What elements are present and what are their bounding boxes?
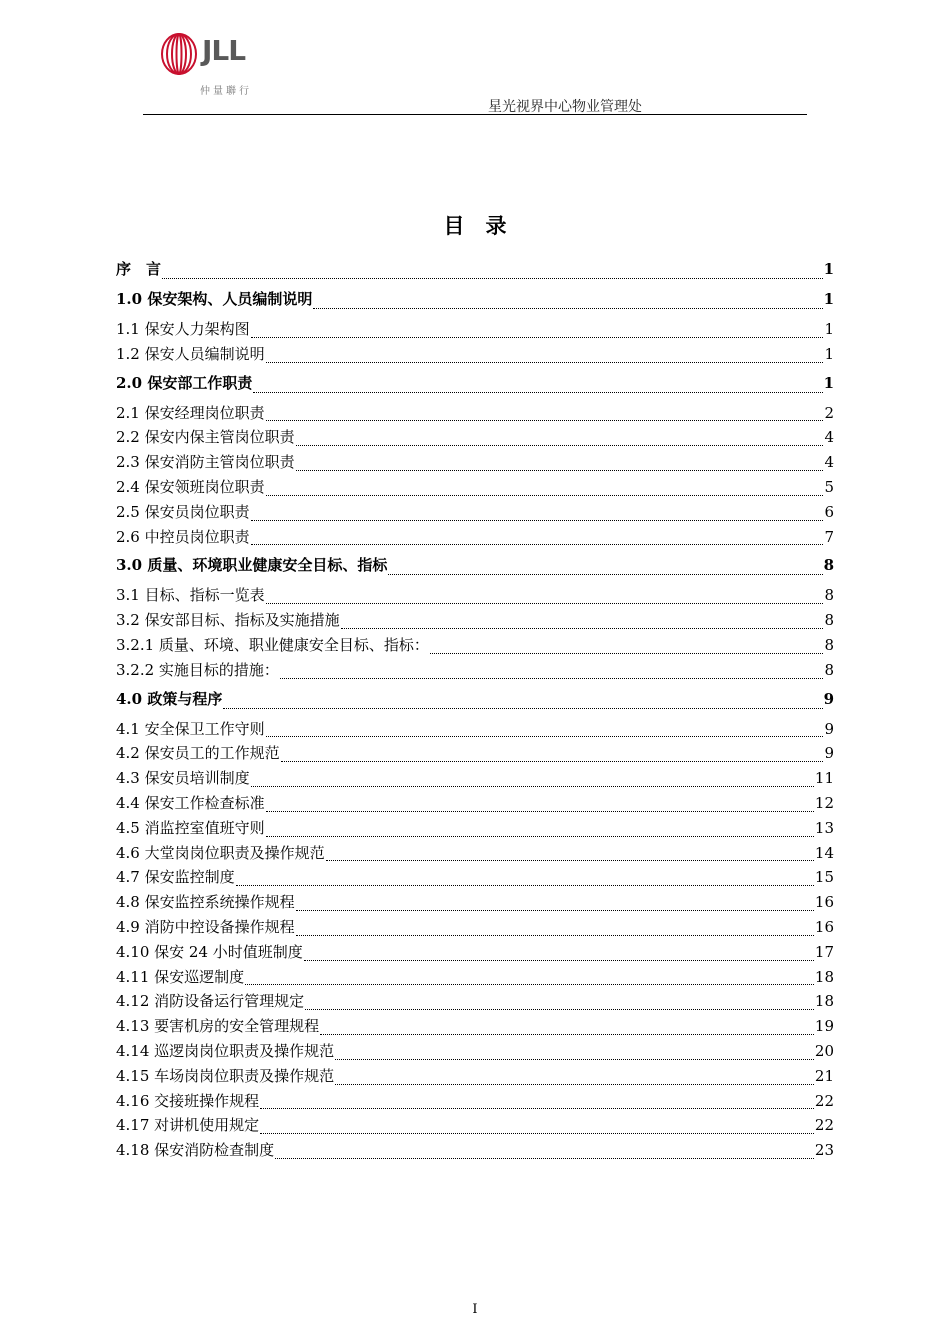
toc-dot-leader	[251, 786, 814, 787]
toc-entry-title: 4.1 安全保卫工作守则	[116, 719, 265, 738]
toc-entry[interactable]	[116, 343, 834, 368]
toc-entry[interactable]	[116, 634, 834, 659]
toc-dot-leader	[313, 308, 822, 309]
toc-entry-page: 8	[824, 611, 834, 630]
toc-entry-title: 4.13 要害机房的安全管理规程	[116, 1017, 320, 1036]
logo-subtitle: 仲量聯行	[200, 86, 252, 97]
toc-dot-leader	[251, 337, 824, 338]
toc-dot-leader	[266, 836, 814, 837]
toc-dot-leader	[296, 935, 814, 936]
toc-entry-title: 4.7 保安监控制度	[116, 868, 235, 887]
toc-entry-page: 18	[814, 967, 834, 986]
toc-entry-title: 4.6 大堂岗岗位职责及操作规范	[116, 843, 325, 862]
toc-entry-page: 1	[824, 320, 834, 338]
toc-dot-leader	[260, 1108, 814, 1109]
toc-entry-title: 4.10 保安 24 小时值班制度	[116, 942, 303, 961]
page-number: I	[472, 1302, 478, 1317]
toc-entry-title: 4.3 保安员培训制度	[116, 769, 250, 788]
toc-entry-title: 4.12 消防设备运行管理规定	[116, 992, 305, 1011]
toc-entry-page: 5	[824, 477, 834, 496]
header-divider	[143, 114, 807, 115]
toc-entry[interactable]	[116, 792, 834, 817]
toc-entry-page: 23	[814, 1141, 834, 1160]
toc-entry[interactable]	[116, 526, 834, 551]
toc-entry[interactable]	[116, 966, 834, 991]
toc-entry-page: 16	[814, 917, 834, 936]
toc-dot-leader	[430, 653, 824, 654]
toc-entry-title: 2.5 保安员岗位职责	[116, 502, 250, 521]
toc-dot-leader	[266, 495, 824, 496]
toc-entry[interactable]	[116, 688, 834, 714]
toc-dot-leader	[281, 761, 824, 762]
toc-entry[interactable]	[116, 609, 834, 634]
toc-entry-page: 14	[814, 843, 834, 862]
toc-entry-page: 22	[814, 1116, 834, 1135]
toc-dot-leader	[251, 544, 824, 545]
toc-entry-title: 2.3 保安消防主管岗位职责	[116, 453, 295, 472]
toc-entry-title: 1.1 保安人力架构图	[116, 320, 250, 338]
toc-dot-leader	[266, 811, 814, 812]
toc-entry-title: 3.2 保安部目标、指标及实施措施	[116, 611, 340, 630]
toc-entry-title: 4.5 消监控室值班守则	[116, 818, 265, 837]
toc-entry-page: 20	[814, 1041, 834, 1060]
toc-entry-page: 21	[814, 1066, 834, 1085]
toc-entry-page: 8	[824, 586, 834, 605]
toc-dot-leader	[296, 445, 824, 446]
toc-dot-leader	[253, 392, 822, 393]
toc-dot-leader	[304, 960, 814, 961]
toc-entry-title: 2.6 中控员岗位职责	[116, 527, 250, 546]
toc-dot-leader	[305, 1009, 814, 1010]
toc-dot-leader	[335, 1084, 814, 1085]
toc-entry-title: 4.16 交接班操作规程	[116, 1091, 260, 1110]
toc-entry-page: 17	[814, 942, 834, 961]
toc-entry[interactable]	[116, 1040, 834, 1065]
toc-entry[interactable]	[116, 288, 834, 314]
toc-entry[interactable]	[116, 842, 834, 867]
toc-entry-page: 15	[814, 868, 834, 887]
toc-dot-leader	[260, 1133, 814, 1134]
toc-entry-page: 8	[823, 556, 834, 575]
toc-dot-leader	[388, 574, 822, 575]
toc-entry-title: 1.2 保安人员编制说明	[116, 344, 265, 363]
toc-entry-page: 18	[814, 992, 834, 1011]
toc-entry-title: 4.15 车场岗岗位职责及操作规范	[116, 1066, 335, 1085]
toc-entry-page: 12	[814, 793, 834, 812]
toc-entry-page: 9	[823, 689, 834, 708]
toc-entry[interactable]	[116, 891, 834, 916]
toc-entry-page: 6	[824, 502, 834, 521]
toc-entry-page: 19	[814, 1017, 834, 1036]
toc-entry-title: 序 言	[116, 260, 162, 278]
toc-dot-leader	[320, 1034, 814, 1035]
toc-entry[interactable]	[116, 451, 834, 476]
toc-entry-title: 4.4 保安工作检查标准	[116, 793, 265, 812]
toc-dot-leader	[275, 1158, 814, 1159]
toc-entry-title: 3.1 目标、指标一览表	[116, 586, 265, 605]
toc-entry-page: 22	[814, 1091, 834, 1110]
toc-entry[interactable]	[116, 501, 834, 526]
toc-entry[interactable]	[116, 718, 834, 743]
logo-wordmark: JLL	[202, 34, 246, 67]
toc-entry-title: 2.0 保安部工作职责	[116, 373, 253, 392]
toc-entry-title: 4.17 对讲机使用规定	[116, 1116, 260, 1135]
toc-dot-leader	[223, 708, 822, 709]
toc-dot-leader	[266, 736, 824, 737]
toc-entry[interactable]	[116, 584, 834, 609]
toc-entry-page: 1	[824, 344, 834, 363]
toc-title: 目 录	[443, 213, 507, 238]
toc-entry[interactable]	[116, 767, 834, 792]
header-title: 星光视界中心物业管理处	[488, 99, 642, 115]
toc-entry[interactable]	[116, 916, 834, 941]
toc-dot-leader	[236, 885, 814, 886]
toc-entry-page: 13	[814, 818, 834, 837]
toc-entry-title: 4.11 保安巡逻制度	[116, 967, 245, 986]
toc-entry[interactable]	[116, 990, 834, 1015]
toc-entry[interactable]	[116, 866, 834, 891]
toc-entry-title: 4.8 保安监控系统操作规程	[116, 893, 295, 912]
toc-dot-leader	[251, 520, 824, 521]
toc-entry[interactable]	[116, 554, 834, 580]
toc-entry-page: 2	[824, 403, 834, 422]
toc-dot-leader	[266, 362, 824, 363]
toc-entry[interactable]	[116, 659, 834, 684]
toc-entry-page: 1	[823, 290, 834, 308]
toc-entry-title: 4.9 消防中控设备操作规程	[116, 917, 295, 936]
toc-entry[interactable]	[116, 1090, 834, 1115]
toc-entry[interactable]	[116, 318, 834, 343]
toc-dot-leader	[326, 860, 814, 861]
toc-entry-page: 16	[814, 893, 834, 912]
toc-dot-leader	[280, 678, 824, 679]
toc-dot-leader	[266, 420, 824, 421]
toc-entry[interactable]	[116, 1114, 834, 1139]
toc-entry[interactable]	[116, 742, 834, 767]
toc-entry-title: 2.1 保安经理岗位职责	[116, 403, 265, 422]
toc-entry-page: 11	[814, 769, 834, 788]
toc-entry[interactable]	[116, 1065, 834, 1090]
toc-entry-title: 4.14 巡逻岗岗位职责及操作规范	[116, 1041, 335, 1060]
toc-entry-title: 3.2.1 质量、环境、职业健康安全目标、指标：	[116, 635, 429, 654]
toc-dot-leader	[341, 628, 824, 629]
toc-entry-page: 1	[823, 260, 834, 278]
toc-entry[interactable]	[116, 941, 834, 966]
toc-entry-page: 9	[824, 744, 834, 763]
toc-entry-title: 3.0 质量、环境职业健康安全目标、指标	[116, 556, 388, 575]
toc-entry-page: 9	[824, 719, 834, 738]
toc-entry[interactable]	[116, 1139, 834, 1164]
toc-entry-page: 8	[824, 660, 834, 679]
toc-dot-leader	[266, 603, 824, 604]
toc-entry[interactable]	[116, 402, 834, 427]
toc-entry[interactable]	[116, 258, 834, 284]
toc-entry-title: 4.2 保安员工的工作规范	[116, 744, 280, 763]
toc-entry-title: 2.4 保安领班岗位职责	[116, 477, 265, 496]
toc-dot-leader	[296, 910, 814, 911]
jll-logo	[160, 30, 270, 100]
toc-dot-leader	[335, 1059, 814, 1060]
toc-entry-title: 1.0 保安架构、人员编制说明	[116, 290, 313, 308]
toc-entry[interactable]	[116, 476, 834, 501]
toc-dot-leader	[162, 278, 823, 279]
toc-dot-leader	[245, 984, 814, 985]
jll-logo-mark	[160, 32, 198, 76]
toc-entry[interactable]	[116, 426, 834, 451]
toc-entry-page: 4	[824, 453, 834, 472]
toc-entry[interactable]	[116, 1015, 834, 1040]
toc-entry-title: 4.0 政策与程序	[116, 689, 223, 708]
toc-entry[interactable]	[116, 372, 834, 398]
toc-entry-page: 7	[824, 527, 834, 546]
toc-entry-page: 4	[824, 428, 834, 447]
toc-entry-title: 4.18 保安消防检查制度	[116, 1141, 275, 1160]
toc-dot-leader	[296, 470, 824, 471]
toc-entry-page: 1	[823, 373, 834, 392]
toc-entry-title: 2.2 保安内保主管岗位职责	[116, 428, 295, 447]
toc-entry-title: 3.2.2 实施目标的措施：	[116, 660, 279, 679]
toc-entry-page: 8	[824, 635, 834, 654]
toc-entry[interactable]	[116, 817, 834, 842]
table-of-contents	[116, 258, 834, 1164]
